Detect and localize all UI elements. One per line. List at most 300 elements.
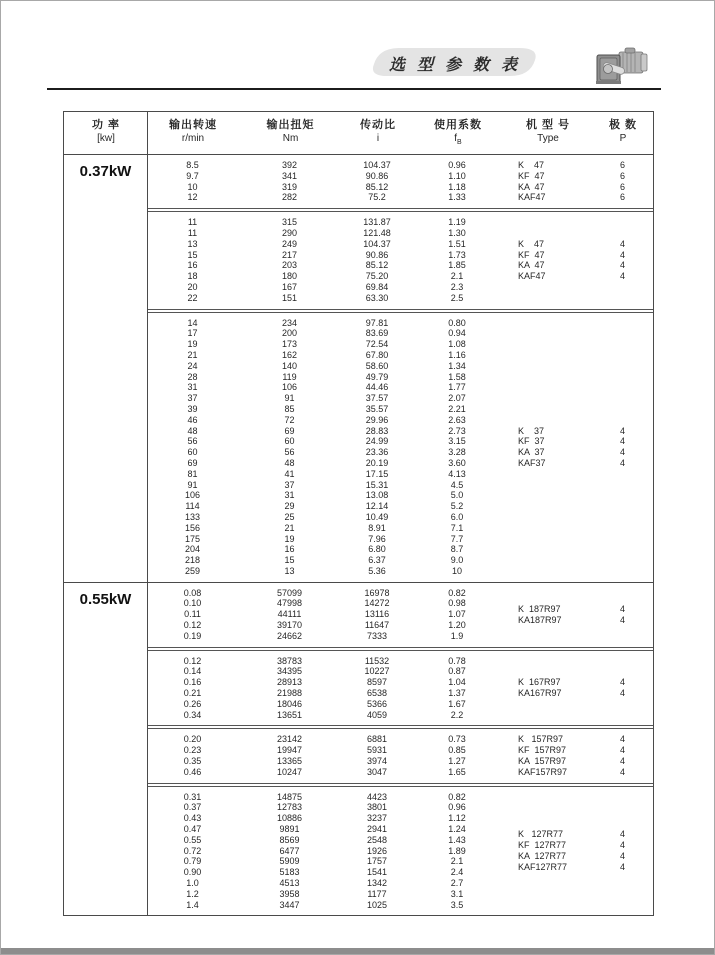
data-rows xyxy=(148,734,502,777)
table-cell: 0.94 xyxy=(448,328,466,339)
table-cell: 0.80 xyxy=(448,317,466,328)
table-cell: 0.73 xyxy=(448,734,466,745)
table-row xyxy=(148,404,502,415)
table-cell: 3.28 xyxy=(448,447,466,458)
type-row xyxy=(502,734,653,745)
table-row xyxy=(148,734,502,745)
table-cell: 0.47 xyxy=(183,824,202,835)
poles-cell: 4 xyxy=(619,271,625,282)
table-cell: 218 xyxy=(184,555,201,566)
table-row xyxy=(148,824,502,835)
table-cell: 18 xyxy=(187,271,198,282)
table-cell: 1.34 xyxy=(448,360,466,371)
type-cell: KF 157R97 xyxy=(518,745,567,756)
type-row xyxy=(502,260,653,271)
poles-cell: 4 xyxy=(619,851,625,862)
type-row xyxy=(502,171,653,182)
table-cell: 90.86 xyxy=(365,249,389,260)
table-row xyxy=(148,160,502,171)
poles-cell: 4 xyxy=(619,614,625,625)
table-cell: 10 xyxy=(451,565,462,576)
table-cell: 19947 xyxy=(276,745,303,756)
table-cell: 5909 xyxy=(279,856,300,867)
table-row xyxy=(148,217,502,228)
table-cell: 259 xyxy=(184,565,201,576)
table-cell: 7.96 xyxy=(368,533,386,544)
table-cell: 1.51 xyxy=(448,238,466,249)
table-cell: 56 xyxy=(284,447,295,458)
col-header-output-torque: 输出扭矩 Nm xyxy=(266,119,315,144)
table-row xyxy=(148,534,502,545)
page-title: 选 型 参 数 表 xyxy=(388,57,521,74)
gear-motor-image xyxy=(589,43,651,91)
poles-cell: 6 xyxy=(619,160,625,170)
table-row xyxy=(148,710,502,721)
table-cell: 0.35 xyxy=(183,756,202,767)
table-cell: 15 xyxy=(187,249,198,260)
table-row xyxy=(148,426,502,437)
table-row xyxy=(148,846,502,857)
selection-parameter-table xyxy=(63,111,654,916)
table-row xyxy=(148,361,502,372)
table-cell: 0.79 xyxy=(183,856,202,867)
table-cell: 175 xyxy=(184,533,201,544)
table-cell: 0.96 xyxy=(448,160,466,170)
table-cell: 0.43 xyxy=(183,813,202,824)
table-cell: 6.0 xyxy=(450,511,464,522)
table-cell: 23142 xyxy=(276,734,303,745)
data-block xyxy=(148,650,653,727)
poles-cell: 4 xyxy=(619,425,625,436)
table-cell: 1.30 xyxy=(448,227,466,238)
table-cell: 1.77 xyxy=(448,382,466,393)
type-cell: KAF47 xyxy=(518,271,546,282)
table-cell: 35.57 xyxy=(365,403,389,414)
table-row xyxy=(148,523,502,534)
table-cell: 1.20 xyxy=(448,620,466,631)
table-cell: 249 xyxy=(281,238,298,249)
type-pole-group xyxy=(502,426,653,469)
table-cell: 69.84 xyxy=(365,281,389,292)
table-cell: 2.63 xyxy=(448,414,466,425)
type-row xyxy=(502,182,653,193)
table-cell: 5183 xyxy=(279,867,300,878)
type-pole-group xyxy=(502,239,653,282)
table-cell: 14272 xyxy=(364,598,390,609)
table-cell: 31 xyxy=(187,382,198,393)
type-cell: K 187R97 xyxy=(518,603,561,614)
table-cell: 13 xyxy=(187,238,198,249)
table-cell: 114 xyxy=(185,501,200,512)
table-cell: 1342 xyxy=(366,878,388,889)
table-cell: 58.60 xyxy=(365,360,389,371)
table-cell: 0.11 xyxy=(184,609,201,620)
table-cell: 11532 xyxy=(364,655,390,666)
table-cell: 8569 xyxy=(279,834,300,845)
table-cell: 3.5 xyxy=(450,899,464,910)
data-rows xyxy=(148,318,502,577)
table-cell: 1.67 xyxy=(448,698,466,709)
table-cell: 44111 xyxy=(277,609,302,620)
table-cell: 0.37 xyxy=(183,802,202,813)
table-row xyxy=(148,835,502,846)
power-section xyxy=(64,155,653,582)
table-cell: 0.21 xyxy=(183,688,202,699)
table-cell: 1.85 xyxy=(448,260,466,271)
type-cell: KA 47 xyxy=(518,181,545,192)
table-cell: 75.2 xyxy=(368,192,386,203)
col-header-power: 功 率 [kw] xyxy=(64,118,148,149)
poles-cell: 4 xyxy=(619,677,625,688)
table-row xyxy=(148,688,502,699)
table-row xyxy=(148,182,502,193)
table-cell: 2.7 xyxy=(450,878,464,889)
table-cell: 8597 xyxy=(366,677,388,688)
table-cell: 4423 xyxy=(366,791,388,802)
data-block xyxy=(148,155,653,209)
table-row xyxy=(148,767,502,778)
table-cell: 173 xyxy=(281,339,298,350)
table-cell: 0.98 xyxy=(448,598,466,609)
table-cell: 290 xyxy=(281,227,298,238)
table-row xyxy=(148,382,502,393)
table-cell: 39170 xyxy=(276,620,303,631)
table-cell: 1.9 xyxy=(450,630,464,641)
table-cell: 28913 xyxy=(276,677,303,688)
table-row xyxy=(148,260,502,271)
type-row xyxy=(502,426,653,437)
table-cell: 0.46 xyxy=(183,766,202,777)
table-cell: 38783 xyxy=(276,655,303,666)
table-cell: 2.1 xyxy=(450,271,464,282)
type-row xyxy=(502,250,653,261)
table-cell: 319 xyxy=(281,181,298,192)
type-row xyxy=(502,436,653,447)
type-row xyxy=(502,862,653,873)
table-cell: 0.20 xyxy=(183,734,202,745)
table-cell: 162 xyxy=(281,349,298,360)
table-row xyxy=(148,480,502,491)
table-cell: 1.27 xyxy=(448,756,466,767)
table-cell: 39 xyxy=(187,403,198,414)
table-row xyxy=(148,666,502,677)
table-cell: 0.96 xyxy=(448,802,466,813)
table-cell: 1.4 xyxy=(186,899,199,910)
poles-cell: 4 xyxy=(619,603,625,614)
type-row xyxy=(502,756,653,767)
type-cell: K 47 xyxy=(518,238,545,249)
table-cell: 6538 xyxy=(366,688,388,699)
type-row xyxy=(502,851,653,862)
table-row xyxy=(148,469,502,480)
table-cell: 2548 xyxy=(366,834,388,845)
table-cell: 8.5 xyxy=(186,160,199,170)
table-cell: 29 xyxy=(284,501,295,512)
table-cell: 2.21 xyxy=(448,403,466,414)
type-cell: K 37 xyxy=(518,425,545,436)
table-cell: 1177 xyxy=(367,888,387,899)
type-cell: KA 37 xyxy=(518,447,545,458)
type-cell: K 127R77 xyxy=(518,829,564,840)
table-cell: 7.1 xyxy=(450,522,464,533)
table-cell: 49.79 xyxy=(365,371,389,382)
table-cell: 37 xyxy=(187,393,198,404)
table-row xyxy=(148,458,502,469)
table-cell: 1.43 xyxy=(448,834,466,845)
table-cell: 10.49 xyxy=(365,511,389,522)
table-cell: 21988 xyxy=(276,688,303,699)
type-row xyxy=(502,160,653,171)
table-row xyxy=(148,436,502,447)
table-row xyxy=(148,239,502,250)
table-cell: 19 xyxy=(284,533,295,544)
table-cell: 14875 xyxy=(276,791,303,802)
table-cell: 14 xyxy=(187,317,198,328)
table-row xyxy=(148,867,502,878)
table-cell: 104.37 xyxy=(363,238,391,249)
table-row xyxy=(148,350,502,361)
table-cell: 72.54 xyxy=(365,339,389,350)
table-cell: 3.15 xyxy=(448,436,466,447)
table-cell: 16978 xyxy=(364,587,390,598)
table-cell: 3.1 xyxy=(450,888,464,899)
table-cell: 6881 xyxy=(366,734,388,745)
poles-cell: 6 xyxy=(619,192,625,203)
table-cell: 60 xyxy=(187,447,198,458)
data-rows xyxy=(148,588,502,642)
table-cell: 392 xyxy=(281,160,298,170)
type-cell: KAF157R97 xyxy=(518,766,568,777)
table-cell: 48 xyxy=(284,457,295,468)
table-cell: 31 xyxy=(284,490,295,501)
table-row xyxy=(148,228,502,239)
table-cell: 13116 xyxy=(364,609,390,620)
table-row xyxy=(148,677,502,688)
data-block xyxy=(148,211,653,309)
header-rule xyxy=(47,88,661,90)
table-cell: 37 xyxy=(284,479,295,490)
type-cell: KA167R97 xyxy=(518,688,562,699)
table-cell: 17.15 xyxy=(365,468,389,479)
type-cell: K 47 xyxy=(518,160,545,170)
table-cell: 5.0 xyxy=(450,490,464,501)
table-cell: 11 xyxy=(187,227,198,238)
table-cell: 20 xyxy=(187,281,198,292)
page-footer-bar xyxy=(1,948,714,954)
table-row xyxy=(148,813,502,824)
table-cell: 10227 xyxy=(364,666,390,677)
type-cell: KF 127R77 xyxy=(518,840,567,851)
table-header-row xyxy=(64,112,653,155)
table-cell: 1.12 xyxy=(448,813,466,824)
table-cell: 13.08 xyxy=(365,490,389,501)
table-row xyxy=(148,512,502,523)
table-row xyxy=(148,192,502,203)
type-cell: KA 127R77 xyxy=(518,851,567,862)
table-cell: 4513 xyxy=(279,878,300,889)
table-cell: 3801 xyxy=(366,802,388,813)
table-cell: 8.7 xyxy=(450,544,464,555)
table-row xyxy=(148,171,502,182)
data-rows xyxy=(148,217,502,303)
table-cell: 204 xyxy=(184,544,201,555)
table-cell: 12 xyxy=(187,192,198,203)
power-label: 0.37kW xyxy=(64,155,148,582)
table-row xyxy=(148,566,502,577)
col-header-type: 机 型 号 Type xyxy=(525,119,571,144)
table-cell: 3958 xyxy=(279,888,300,899)
table-cell: 24 xyxy=(187,360,198,371)
table-row xyxy=(148,393,502,404)
table-cell: 6.80 xyxy=(368,544,386,555)
table-row xyxy=(148,756,502,767)
table-cell: 29.96 xyxy=(365,414,389,425)
table-cell: 1.16 xyxy=(448,349,466,360)
table-cell: 16 xyxy=(187,260,198,271)
table-row xyxy=(148,598,502,609)
type-pole-group xyxy=(502,734,653,777)
table-cell: 0.19 xyxy=(183,630,202,641)
table-cell: 20.19 xyxy=(365,457,389,468)
table-cell: 85 xyxy=(284,403,295,414)
table-row xyxy=(148,293,502,304)
table-cell: 1.04 xyxy=(448,677,466,688)
table-cell: 28 xyxy=(187,371,198,382)
table-cell: 200 xyxy=(281,328,298,339)
table-cell: 104.37 xyxy=(363,160,391,170)
poles-cell: 6 xyxy=(619,170,625,181)
table-cell: 1.08 xyxy=(448,339,466,350)
table-cell: 0.72 xyxy=(183,845,202,856)
table-cell: 217 xyxy=(281,249,298,260)
table-cell: 5931 xyxy=(366,745,388,756)
table-cell: 15.31 xyxy=(365,479,389,490)
table-cell: 131.87 xyxy=(363,217,391,228)
table-cell: 25 xyxy=(284,511,295,522)
type-row xyxy=(502,767,653,778)
poles-cell: 4 xyxy=(619,840,625,851)
table-cell: 48 xyxy=(187,425,198,436)
table-row xyxy=(148,609,502,620)
table-cell: 21 xyxy=(187,349,198,360)
type-row xyxy=(502,677,653,688)
table-cell: 1.58 xyxy=(448,371,466,382)
table-row xyxy=(148,620,502,631)
poles-cell: 4 xyxy=(619,734,625,745)
table-cell: 56 xyxy=(187,436,198,447)
table-row xyxy=(148,745,502,756)
type-row xyxy=(502,615,653,626)
table-cell: 0.55 xyxy=(183,834,202,845)
table-cell: 0.85 xyxy=(448,745,466,756)
table-cell: 2.73 xyxy=(448,425,466,436)
table-cell: 97.81 xyxy=(365,317,389,328)
table-cell: 9891 xyxy=(279,824,300,835)
table-row xyxy=(148,328,502,339)
table-cell: 47998 xyxy=(276,598,303,609)
table-row xyxy=(148,889,502,900)
table-cell: 0.12 xyxy=(183,620,202,631)
poles-cell: 4 xyxy=(619,756,625,767)
table-cell: 5.36 xyxy=(368,565,386,576)
type-cell: KA 157R97 xyxy=(518,756,567,767)
data-block xyxy=(148,728,653,783)
table-row xyxy=(148,544,502,555)
type-row xyxy=(502,239,653,250)
type-row xyxy=(502,745,653,756)
table-row xyxy=(148,490,502,501)
table-row xyxy=(148,656,502,667)
col-header-output-speed: 输出转速 r/min xyxy=(169,119,217,144)
table-cell: 1.37 xyxy=(448,688,466,699)
table-cell: 4059 xyxy=(366,709,388,720)
table-cell: 1.07 xyxy=(448,609,466,620)
table-cell: 0.16 xyxy=(183,677,202,688)
table-cell: 44.46 xyxy=(365,382,389,393)
type-row xyxy=(502,840,653,851)
table-row xyxy=(148,282,502,293)
table-cell: 60 xyxy=(284,436,295,447)
table-cell: 1.24 xyxy=(448,824,466,835)
table-cell: 0.82 xyxy=(448,587,466,598)
col-header-ratio: 传动比 i xyxy=(360,119,396,144)
poles-cell: 4 xyxy=(619,688,625,699)
table-cell: 13651 xyxy=(276,709,303,720)
table-cell: 5366 xyxy=(366,698,388,709)
table-cell: 12.14 xyxy=(365,501,389,512)
table-cell: 4.13 xyxy=(448,468,466,479)
table-cell: 13365 xyxy=(276,756,303,767)
table-cell: 21 xyxy=(284,522,295,533)
table-cell: 234 xyxy=(281,317,298,328)
table-cell: 7333 xyxy=(366,630,388,641)
power-label: 0.55kW xyxy=(64,583,148,916)
table-cell: 10 xyxy=(187,181,198,192)
poles-cell: 6 xyxy=(619,181,625,192)
type-row xyxy=(502,192,653,203)
table-cell: 17 xyxy=(187,328,198,339)
type-row xyxy=(502,604,653,615)
type-cell: KA187R97 xyxy=(518,614,562,625)
table-cell: 0.34 xyxy=(183,709,202,720)
data-rows xyxy=(148,792,502,911)
table-cell: 133 xyxy=(184,511,201,522)
table-cell: 9.7 xyxy=(186,170,199,181)
type-cell: KAF47 xyxy=(518,192,546,203)
table-cell: 2.5 xyxy=(450,292,464,303)
table-cell: 315 xyxy=(281,217,298,228)
table-cell: 119 xyxy=(282,371,297,382)
table-cell: 11 xyxy=(187,217,198,228)
type-cell: K 167R97 xyxy=(518,677,561,688)
table-row xyxy=(148,339,502,350)
table-cell: 9.0 xyxy=(450,555,464,566)
table-row xyxy=(148,588,502,599)
table-cell: 37.57 xyxy=(365,393,389,404)
table-cell: 16 xyxy=(284,544,295,555)
section-blocks xyxy=(148,155,653,582)
data-rows xyxy=(148,656,502,721)
type-pole-group xyxy=(502,160,653,203)
table-cell: 3447 xyxy=(279,899,300,910)
table-cell: 0.12 xyxy=(183,655,202,666)
table-cell: 8.91 xyxy=(368,522,386,533)
table-cell: 22 xyxy=(187,292,198,303)
type-row xyxy=(502,458,653,469)
table-cell: 19 xyxy=(187,339,198,350)
table-cell: 10886 xyxy=(276,813,303,824)
data-rows xyxy=(148,160,502,203)
